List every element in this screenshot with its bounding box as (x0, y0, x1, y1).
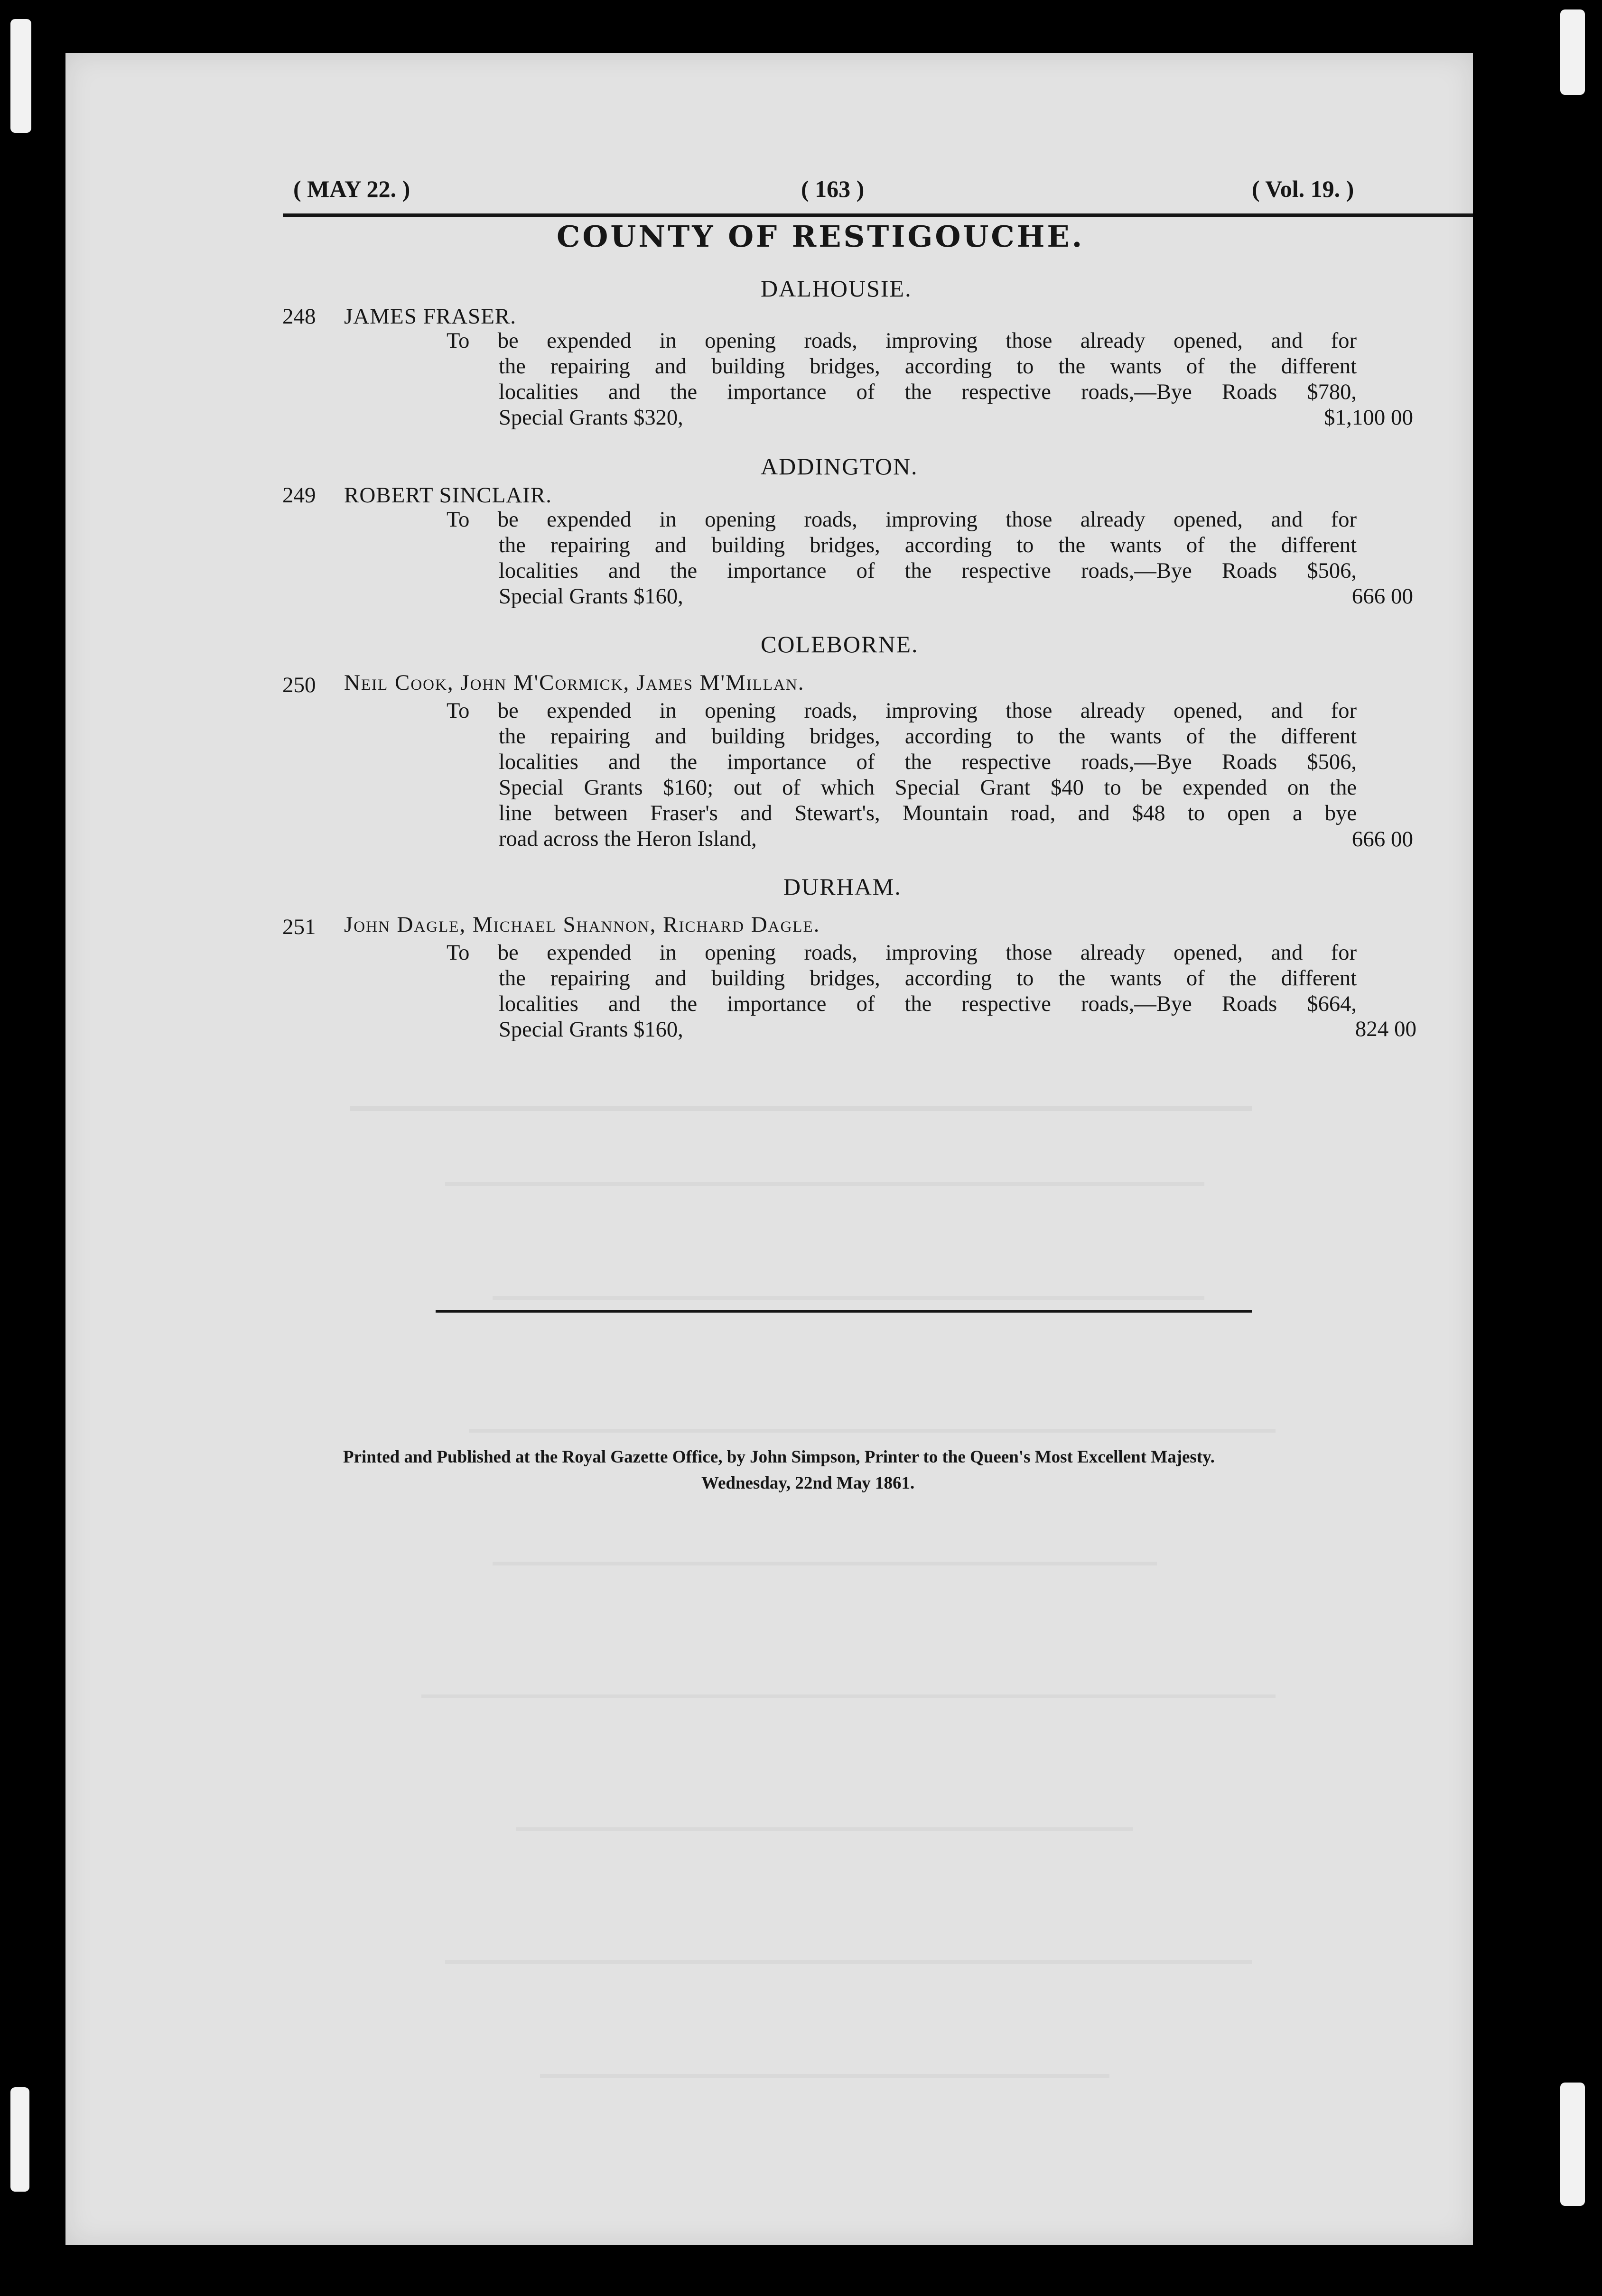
entry-number: 251 (282, 915, 316, 939)
bleed-through-texture (350, 1097, 1442, 2140)
header-rule (283, 213, 1473, 217)
description-line: the repairing and building bridges, according to the wants of the different (499, 533, 1357, 557)
imprint-date: Wednesday, 22nd May 1861. (701, 1473, 915, 1493)
entry-amount: $1,100 00 (1324, 405, 1413, 430)
entry-amount: 666 00 (1351, 584, 1413, 609)
border-tab-top-right (1560, 9, 1585, 95)
description-line: localities and the importance of the respective roads,—Bye Roads $506, (499, 559, 1357, 583)
description-line: Special Grants $160, (499, 1018, 683, 1042)
entry-amount: 666 00 (1351, 827, 1413, 852)
description-line: localities and the importance of the respective roads,—Bye Roads $664, (499, 992, 1357, 1016)
description-line: line between Fraser's and Stewart's, Mountain road, and $48 to open a bye (499, 801, 1357, 825)
entry-names: ROBERT SINCLAIR. (344, 483, 552, 508)
description-line: road across the Heron Island, (499, 827, 757, 851)
border-tab-bottom-left (10, 2087, 29, 2192)
header-volume: ( Vol. 19. ) (1252, 176, 1354, 202)
description-line: Special Grants $160; out of which Special Grant $40 to be expended on the (499, 776, 1357, 800)
entry-number: 250 (282, 673, 316, 697)
entry-number: 248 (282, 304, 316, 329)
border-tab-top-left (10, 19, 31, 133)
header-page-number: ( 163 ) (801, 176, 865, 202)
description-line: the repairing and building bridges, according to the wants of the different (499, 966, 1357, 991)
entry-amount: 824 00 (1355, 1017, 1416, 1041)
closing-rule (436, 1310, 1252, 1313)
entry-number: 249 (282, 483, 316, 508)
description-line: To be expended in opening roads, improving those already opened, and for (447, 699, 1357, 723)
section-heading: DALHOUSIE. (761, 275, 912, 302)
county-title: COUNTY OF RESTIGOUCHE. (557, 219, 1085, 254)
section-heading: COLEBORNE. (761, 631, 919, 657)
description-line: the repairing and building bridges, according to the wants of the different (499, 354, 1357, 379)
description-line: To be expended in opening roads, improving those already opened, and for (447, 508, 1357, 532)
description-line: localities and the importance of the respective roads,—Bye Roads $506, (499, 750, 1357, 774)
header-date: ( MAY 22. ) (293, 176, 410, 202)
entry-names: JAMES FRASER. (344, 304, 516, 329)
description-line: the repairing and building bridges, according to the wants of the different (499, 724, 1357, 749)
description-line: localities and the importance of the respective roads,—Bye Roads $780, (499, 380, 1357, 404)
section-heading: ADDINGTON. (761, 453, 918, 480)
document-page (65, 53, 1473, 2245)
section-heading: DURHAM. (783, 873, 902, 900)
entry-names: John Dagle, Michael Shannon, Richard Dagle. (344, 912, 820, 937)
imprint-line: Printed and Published at the Royal Gazette Office, by John Simpson, Printer to the Queen's Most Excellent Majesty. (343, 1447, 1215, 1467)
description-line: To be expended in opening roads, improving those already opened, and for (447, 329, 1357, 353)
border-tab-bottom-right (1560, 2083, 1585, 2206)
entry-names: Neil Cook, John M'Cormick, James M'Millan. (344, 670, 805, 695)
description-line: Special Grants $160, (499, 584, 683, 609)
description-line: To be expended in opening roads, improving those already opened, and for (447, 941, 1357, 965)
description-line: Special Grants $320, (499, 406, 683, 430)
